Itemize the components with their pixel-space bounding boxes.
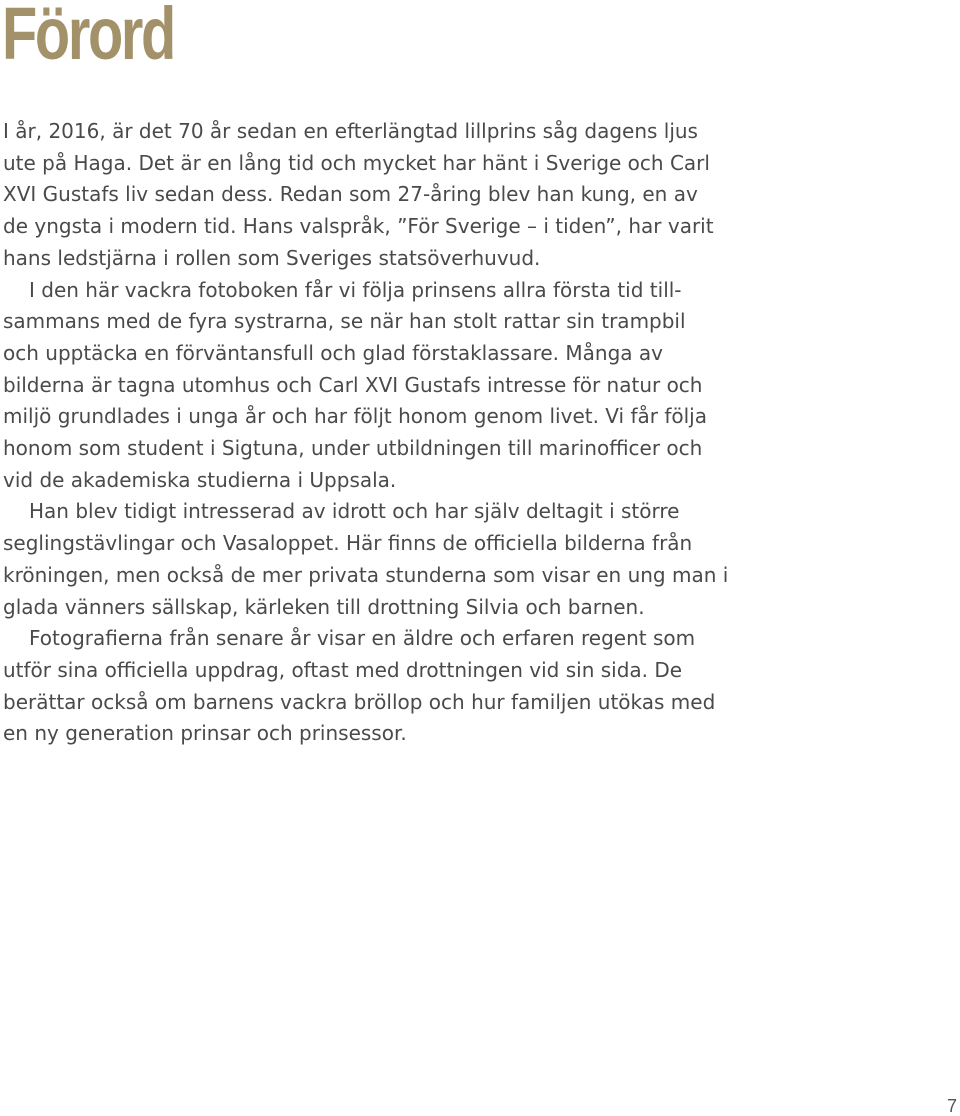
paragraph-1 <box>3 116 953 275</box>
text-line: I år, 2016, är det 70 år sedan en efterlängtad lillprins såg dagens ljus <box>3 119 698 143</box>
text-line: och upptäcka en förväntansfull och glad förstaklassare. Många av <box>3 340 663 365</box>
text-line: de yngsta i modern tid. Hans valspråk, ”För Sverige – i tiden”, har varit <box>3 214 714 239</box>
text-line: Fotografierna från senare år visar en äldre och erfaren regent som <box>29 626 696 651</box>
body-text <box>3 116 953 750</box>
text-line: ute på Haga. Det är en lång tid och mycket har hänt i Sverige och Carl <box>3 150 710 175</box>
text-line: en ny generation prinsar och prinsessor. <box>3 721 407 746</box>
text-line: vid de akademiska studierna i Uppsala. <box>3 467 397 492</box>
text-line: seglingstävlingar och Vasaloppet. Här finns de officiella bilderna från <box>3 531 693 556</box>
text-line: glada vänners sällskap, kärleken till drottning Silvia och barnen. <box>3 594 645 619</box>
paragraph-4 <box>3 623 953 750</box>
text-line: bilderna är tagna utomhus och Carl XVI Gustafs intresse för natur och <box>3 372 703 397</box>
text-line: sammans med de fyra systrarna, se när han stolt rattar sin trampbil <box>3 309 686 334</box>
paragraph-3 <box>3 496 953 623</box>
text-line: XVI Gustafs liv sedan dess. Redan som 27-åring blev han kung, en av <box>3 182 698 207</box>
text-line: hans ledstjärna i rollen som Sveriges statsöverhuvud. <box>3 245 541 270</box>
text-line: I den här vackra fotoboken får vi följa prinsens allra första tid till- <box>29 277 682 302</box>
page-number: 7 <box>946 1096 957 1116</box>
page-title: Förord <box>2 0 174 75</box>
text-line: honom som student i Sigtuna, under utbildningen till marinofficer och <box>3 436 703 461</box>
text-line: kröningen, men också de mer privata stunderna som visar en ung man i <box>3 562 729 587</box>
text-line: miljö grundlades i unga år och har följt honom genom livet. Vi får följa <box>3 404 707 429</box>
text-line: utför sina officiella uppdrag, oftast med drottningen vid sin sida. De <box>3 657 683 682</box>
text-line: Han blev tidigt intresserad av idrott och har själv deltagit i större <box>29 499 680 524</box>
text-line: berättar också om barnens vackra bröllop och hur familjen utökas med <box>3 689 716 714</box>
paragraph-2 <box>3 275 953 497</box>
